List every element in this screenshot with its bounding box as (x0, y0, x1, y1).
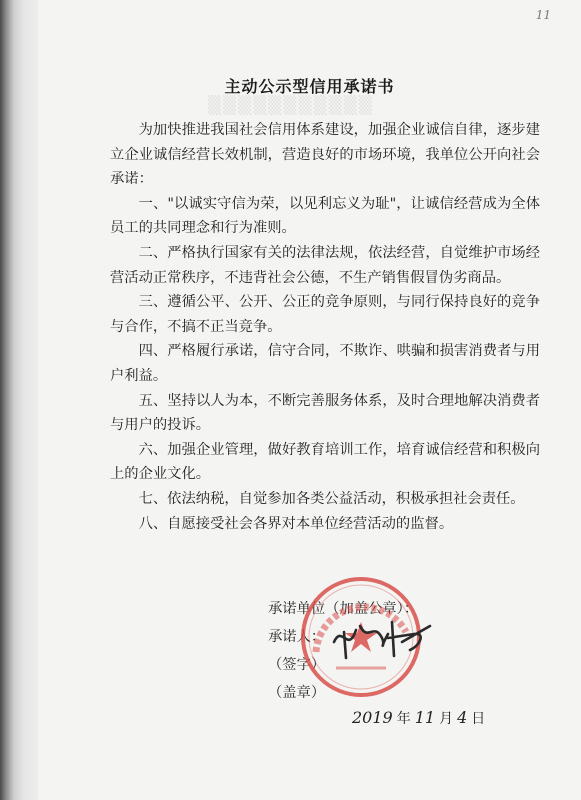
date-year-unit: 年 (396, 711, 411, 727)
document-page (38, 0, 581, 800)
handwritten-signature (330, 612, 440, 662)
date-month: 11 (414, 708, 436, 727)
sign-person-label: 承诺人： (268, 629, 326, 645)
document-title: 主动公示型信用承诺书 (224, 77, 395, 96)
paragraph-item-1: 一、"以诚实守信为荣，以见利忘义为耻"，让诚信经营成为全体员工的共同理念和行为准则。 (110, 195, 540, 237)
paragraph-item-4: 四、严格履行承诺，信守合同，不欺诈、哄骗和损害消费者与用户利益。 (110, 343, 540, 384)
stamp-note: （盖章） (268, 685, 326, 701)
date-month-unit: 月 (439, 711, 454, 727)
paragraph-item-7: 七、依法纳税，自觉参加各类公益活动，积极承担社会责任。 (138, 490, 525, 507)
scan-book-edge (0, 0, 38, 800)
date-year: 2019 (352, 708, 393, 727)
page-number: 11 (535, 8, 551, 22)
document-body (110, 118, 540, 536)
paragraph-item-5: 五、坚持以人为本，不断完善服务体系，及时合理地解决消费者与用户的投诉。 (110, 392, 540, 434)
paragraph-item-6: 六、加强企业管理，做好教育培训工作，培育诚信经营和积极向上的企业文化。 (110, 441, 540, 483)
date-day: 4 (457, 708, 468, 727)
paragraph-item-3: 三、遵循公平、公开、公正的竞争原则，与同行保持良好的竞争与合作，不搞不正当竞争。 (110, 294, 540, 335)
document-date (350, 708, 487, 728)
paragraph-intro: 为加快推进我国社会信用体系建设，加强企业诚信自律，逐步建立企业诚信经营长效机制，营造良好的市场环境，我单位公开向社会承诺： (110, 122, 540, 188)
bleed-through-shadow: ▒▒▒▒▒▒▒▒▒▒▒ (208, 96, 374, 116)
paragraph-item-8: 八、自愿接受社会各界对本单位经营活动的监督。 (138, 515, 454, 532)
signed-note: （签字） (268, 657, 326, 673)
sign-unit-label: 承诺单位（加盖公章）： (268, 601, 419, 617)
paragraph-item-2: 二、严格执行国家有关的法律法规，依法经营，自觉维护市场经营活动正常秩序，不违背社会公德，不生产销售假冒伪劣商品。 (110, 244, 540, 286)
date-day-unit: 日 (471, 711, 486, 727)
